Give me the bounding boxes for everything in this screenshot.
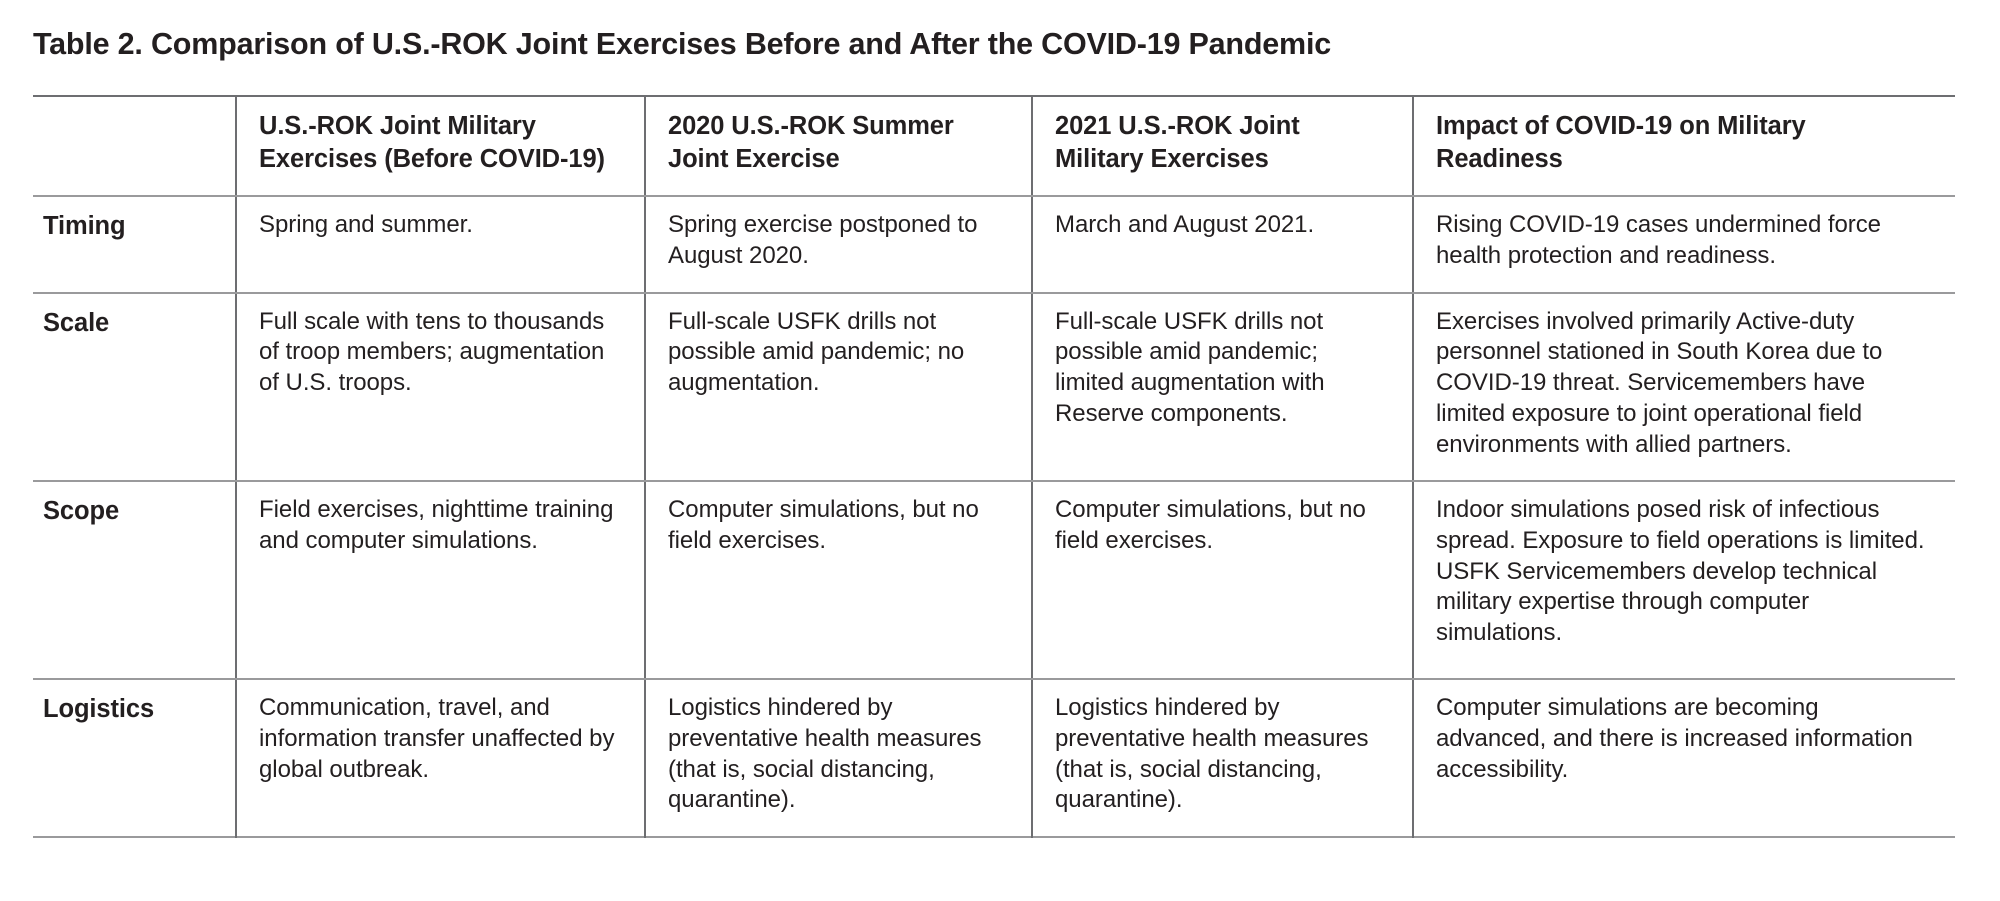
cell-scale-before-covid: Full scale with tens to thousands of troop members; augmentation of U.S. troops.	[236, 293, 645, 482]
table-header	[33, 96, 1955, 196]
row-label-logistics: Logistics	[43, 695, 155, 724]
cell-timing-2020-summer: Spring exercise postponed to August 2020.	[645, 196, 1032, 292]
column-header-2020-summer: 2020 U.S.-ROK Summer Joint Exercise	[645, 96, 1032, 196]
table-row	[33, 679, 1955, 837]
row-label-scope: Scope	[33, 481, 236, 679]
cell-logistics-2021-exercises: Logistics hindered by preventative health measures (that is, social distancing, quarantine).	[1032, 679, 1413, 837]
cell-scope-2020-summer: Computer simulations, but no field exercises.	[645, 481, 1032, 679]
column-header-corner	[33, 96, 236, 196]
cell-scale-2021-exercises: Full-scale USFK drills not possible amid pandemic; limited augmentation with Reserve components.	[1032, 293, 1413, 482]
cell-timing-before-covid: Spring and summer.	[236, 196, 645, 292]
cell-scale-impact-readiness: Exercises involved primarily Active-duty personnel stationed in South Korea due to COVID-19 threat. Servicemembers have limited exposure to joint operational field environments with allied partners.	[1413, 293, 1955, 482]
cell-timing-impact-readiness: Rising COVID-19 cases undermined force health protection and readiness.	[1413, 196, 1955, 292]
row-label-scale: Scale	[33, 293, 236, 482]
cell-logistics-2020-summer: Logistics hindered by preventative health measures (that is, social distancing, quarantine).	[645, 679, 1032, 837]
table-row	[33, 196, 1955, 292]
cell-logistics-impact-readiness: Computer simulations are becoming advanced, and there is increased information accessibility.	[1413, 679, 1955, 837]
cell-scope-2021-exercises: Computer simulations, but no field exercises.	[1032, 481, 1413, 679]
table-row	[33, 293, 1955, 482]
cell-logistics-before-covid: Communication, travel, and information transfer unaffected by global outbreak.	[236, 679, 645, 837]
column-header-2021-exercises: 2021 U.S.-ROK Joint Military Exercises	[1032, 96, 1413, 196]
table-header-row	[33, 96, 1955, 196]
cell-scope-impact-readiness: Indoor simulations posed risk of infectious spread. Exposure to field operations is limited. USFK Servicemembers develop technical military expertise through computer simulations.	[1413, 481, 1955, 679]
cell-scope-before-covid: Field exercises, nighttime training and computer simulations.	[236, 481, 645, 679]
cell-scale-2020-summer: Full-scale USFK drills not possible amid pandemic; no augmentation.	[645, 293, 1032, 482]
table-body	[33, 196, 1955, 837]
column-header-before-covid: U.S.-ROK Joint Military Exercises (Before COVID-19)	[236, 96, 645, 196]
comparison-table-container	[33, 95, 1955, 838]
column-header-impact-readiness: Impact of COVID-19 on Military Readiness	[1413, 96, 1955, 196]
row-label-timing: Timing	[33, 196, 236, 292]
table-row	[33, 481, 1955, 679]
cell-timing-2021-exercises: March and August 2021.	[1032, 196, 1413, 292]
comparison-table	[33, 95, 1955, 838]
page-title: Table 2. Comparison of U.S.-ROK Joint Exercises Before and After the COVID-19 Pandemic	[33, 27, 1331, 61]
